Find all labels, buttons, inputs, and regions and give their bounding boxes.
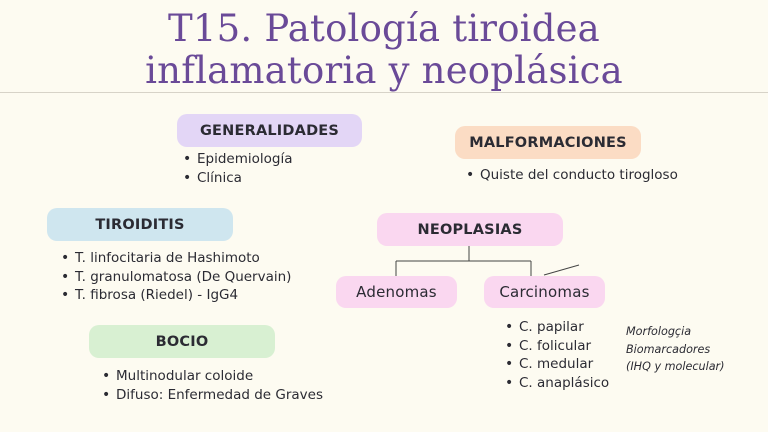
note-line: (IHQ y molecular) (626, 360, 725, 373)
carcinomas-box (484, 276, 605, 308)
adenomas-box (336, 276, 457, 308)
bocio-list (102, 367, 323, 404)
note-line: Morfologçia (626, 325, 692, 338)
neoplasias-label: NEOPLASIAS (417, 221, 523, 238)
list-item: • Clínica (183, 169, 293, 188)
list-item: • Multinodular coloide (102, 367, 323, 386)
tiroiditis-label: TIROIDITIS (95, 216, 185, 233)
list-item: • C. folicular (505, 337, 609, 356)
list-item: • T. linfocitaria de Hashimoto (61, 249, 291, 268)
list-item: • C. anaplásico (505, 374, 609, 393)
tiroiditis-box (47, 208, 233, 241)
carcinomas-label: Carcinomas (499, 283, 590, 301)
carcinomas-note (626, 323, 725, 376)
list-item: • T. granulomatosa (De Quervain) (61, 268, 291, 287)
list-item: • Quiste del conducto tirogloso (466, 166, 678, 185)
list-item: • C. medular (505, 355, 609, 374)
malformaciones-list (466, 166, 678, 185)
bocio-label: BOCIO (155, 333, 209, 350)
neoplasias-box (377, 213, 563, 246)
malformaciones-label: MALFORMACIONES (469, 134, 627, 151)
list-item: • Difuso: Enfermedad de Graves (102, 386, 323, 405)
adenomas-label: Adenomas (356, 283, 437, 301)
title-line-2: inflamatoria y neoplásica (145, 49, 623, 92)
list-item: • C. papilar (505, 318, 609, 337)
carcinomas-pointer (544, 265, 579, 275)
carcinomas-list (505, 318, 609, 392)
list-item: • T. fibrosa (Riedel) - IgG4 (61, 286, 291, 305)
bocio-box (89, 325, 275, 358)
tiroiditis-list (61, 249, 291, 305)
list-item: • Epidemiología (183, 150, 293, 169)
title-line-1: T15. Patología tiroidea (168, 7, 600, 50)
malformaciones-box (455, 126, 641, 159)
generalidades-box (177, 114, 362, 147)
generalidades-list (183, 150, 293, 187)
note-line: Biomarcadores (626, 342, 711, 356)
generalidades-label: GENERALIDADES (199, 122, 340, 139)
